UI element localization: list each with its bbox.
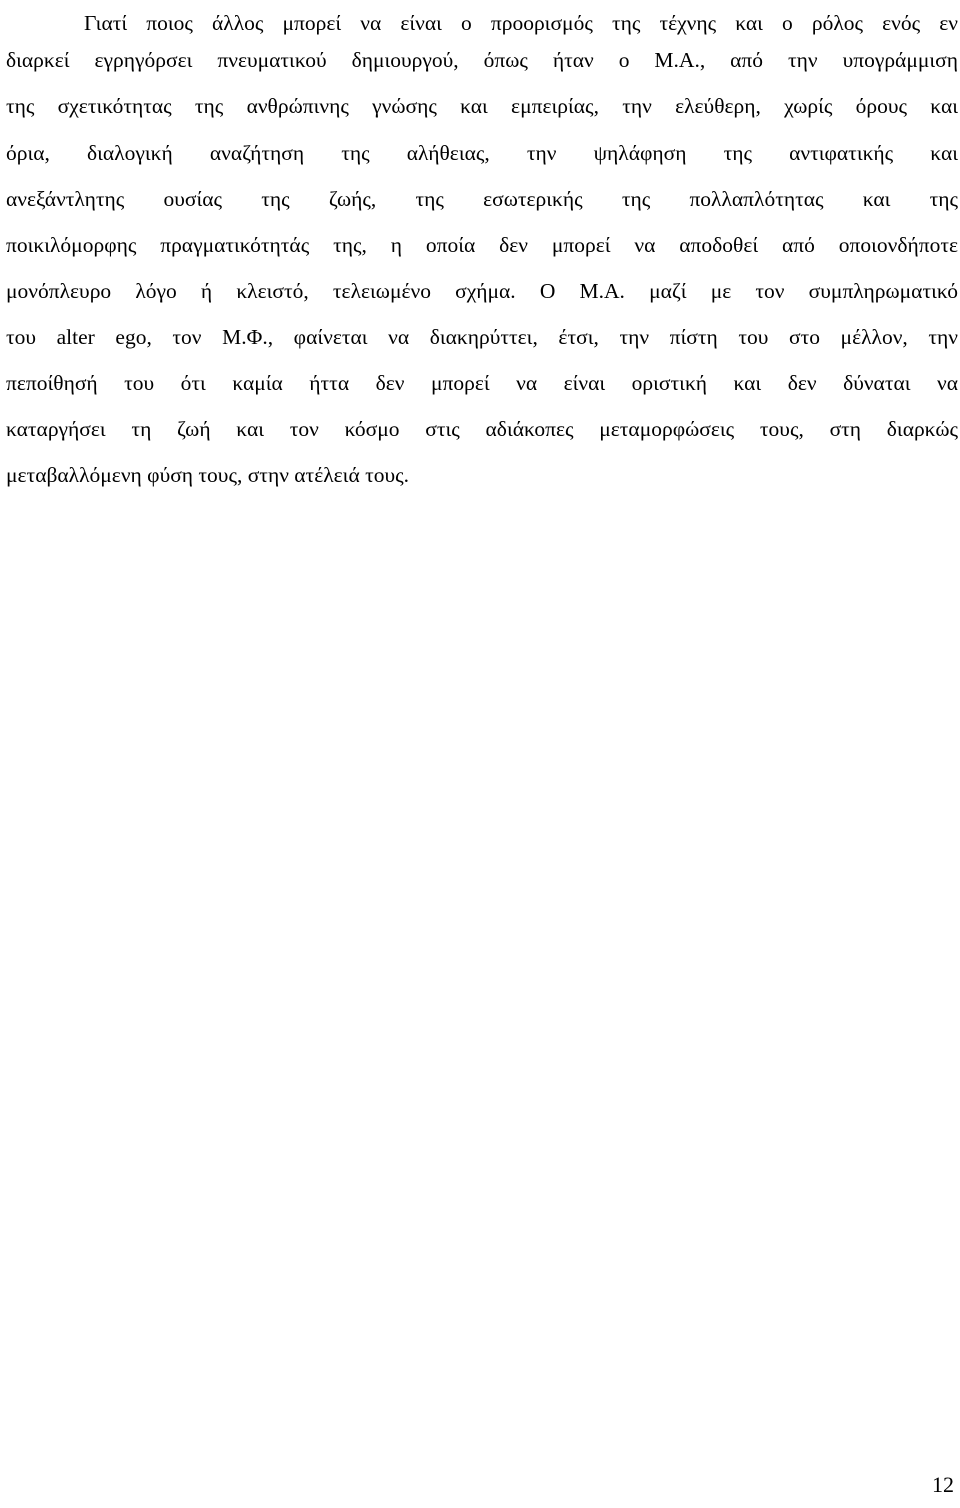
paragraph-line: όρια, διαλογική αναζήτηση της αλήθειας, την ψηλάφηση της αντιφατικής και xyxy=(6,141,958,165)
paragraph-line: καταργήσει τη ζωή και τον κόσμο στις αδιάκοπες μεταμορφώσεις τους, στη διαρκώς xyxy=(6,417,958,441)
page-number: 12 xyxy=(932,1472,954,1497)
paragraph-line: του alter ego, τον Μ.Φ., φαίνεται να διακηρύττει, έτσι, την πίστη του στο μέλλον, την xyxy=(6,325,958,349)
paragraph-line: πεποίθησή του ότι καμία ήττα δεν μπορεί να είναι οριστική και δεν δύναται να xyxy=(6,371,958,395)
paragraph-line: ανεξάντλητης ουσίας της ζωής, της εσωτερικής της πολλαπλότητας και της xyxy=(6,187,958,211)
paragraph-line: Γιατί ποιος άλλος μπορεί να είναι ο προορισμός της τέχνης και ο ρόλος ενός εν xyxy=(84,11,958,35)
paragraph-line: ποικιλόμορφης πραγματικότητάς της, η οποία δεν μπορεί να αποδοθεί από οποιονδήποτε xyxy=(6,233,958,257)
paragraph-line: μεταβαλλόμενη φύση τους, στην ατέλειά τους. xyxy=(6,463,410,487)
paragraph-line: διαρκεί εγρηγόρσει πνευματικού δημιουργού, όπως ήταν ο Μ.Α., από την υπογράμμιση xyxy=(6,48,958,72)
paragraph-line: της σχετικότητας της ανθρώπινης γνώσης και εμπειρίας, την ελεύθερη, χωρίς όρους και xyxy=(6,94,958,118)
paragraph-line: μονόπλευρο λόγο ή κλειστό, τελειωμένο σχήμα. Ο Μ.Α. μαζί με τον συμπληρωματικό xyxy=(6,279,958,303)
